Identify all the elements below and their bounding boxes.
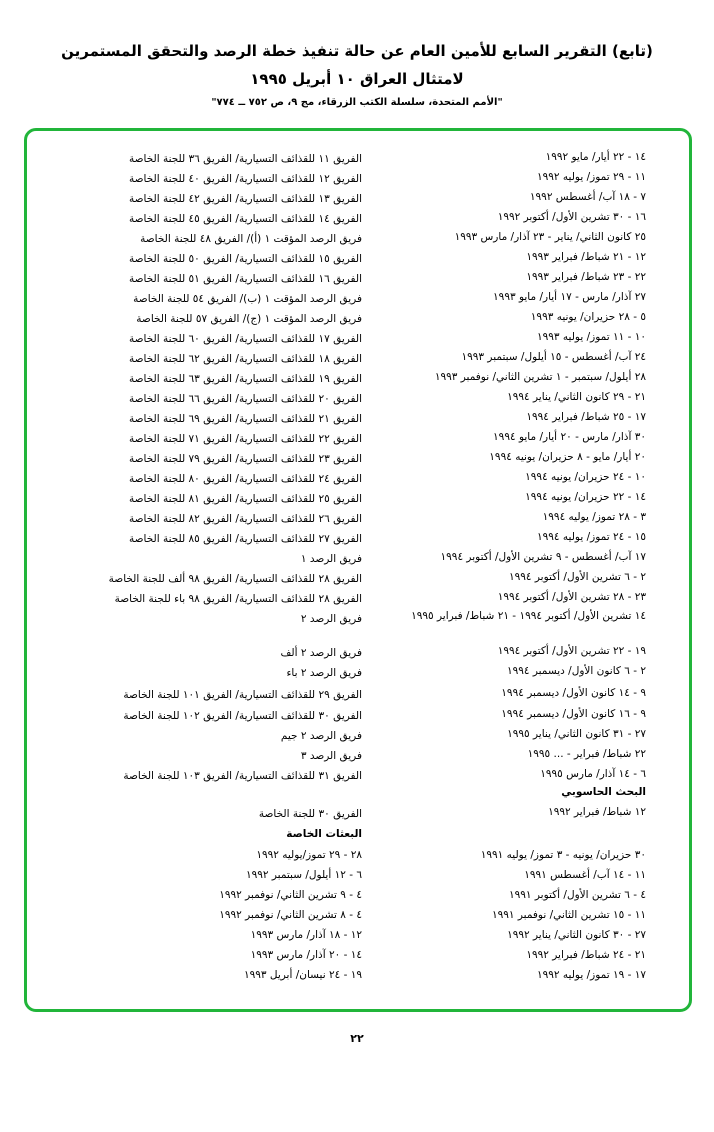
date-entry: ٣٠ آذار/ مارس - ٢٠ أيار/ مايو ١٩٩٤ [493,431,646,443]
date-entry: ٢٥ كانون الثاني/ يناير - ٢٣ آذار/ مارس ١٩٩٣ [454,231,646,243]
date-entry: ١٦ - ٣٠ تشرين الأول/ أكتوبر ١٩٩٢ [497,211,646,223]
team-entry: فريق الرصد ١ [300,553,362,565]
team-entry: الفريق ٢٩ للقذائف التسيارية/ الفريق ١٠١ للجنة الخاصة [123,689,362,701]
date-entry: ٢١ - ٢٤ شباط/ فبراير ١٩٩٢ [526,949,646,961]
team-entry: الفريق ٢٥ للقذائف التسيارية/ الفريق ٨١ للجنة الخاصة [128,493,362,505]
date-entry: ١٢ شباط/ فبراير ١٩٩٢ [548,806,646,818]
team-entry: الفريق ٣٠ للجنة الخاصة [258,808,362,820]
date-entry: ١٤ - ٢٠ آذار/ مارس ١٩٩٣ [250,949,362,961]
date-entry: ١١ - ١٥ تشرين الثاني/ نوفمبر ١٩٩١ [491,909,646,921]
team-entry: الفريق ٢١ للقذائف التسيارية/ الفريق ٦٩ للجنة الخاصة [128,413,362,425]
date-entry: ١٧ - ٢٥ شباط/ فبراير ١٩٩٤ [526,411,646,423]
date-entry: ١٠ - ٢٤ حزيران/ يونيه ١٩٩٤ [525,471,646,483]
team-entry: الفريق ٢٦ للقذائف التسيارية/ الفريق ٨٢ للجنة الخاصة [128,513,362,525]
date-entry: ٤ - ٩ تشرين الثاني/ نوفمبر ١٩٩٢ [219,889,362,901]
team-entry: الفريق ٢٨ للقذائف التسيارية/ الفريق ٩٨ ألف للجنة الخاصة [108,573,362,585]
page-title: (تابع) التقرير السابع للأمين العام عن حالة تنفيذ خطة الرصد والتحقق المستمرين [61,42,653,60]
date-entry: ١٩ - ٢٢ تشرين الأول/ أكتوبر ١٩٩٤ [497,645,646,657]
team-entry: الفريق ١٥ للقذائف التسيارية/ الفريق ٥٠ للجنة الخاصة [128,253,362,265]
page-number: ٢٢ [350,1032,364,1045]
team-entry: الفريق ١٩ للقذائف التسيارية/ الفريق ٦٣ للجنة الخاصة [128,373,362,385]
team-entry: فريق الرصد ٢ جيم [280,730,362,742]
date-entry: ١٢ - ٢١ شباط/ فبراير ١٩٩٣ [526,251,646,263]
date-entry: ٢٠ أيار/ مايو - ٨ حزيران/ يونيه ١٩٩٤ [489,451,646,463]
date-entry: ٣٠ حزيران/ يونيه - ٣ تموز/ يوليه ١٩٩١ [480,849,646,861]
date-entry: ١٤ تشرين الأول/ أكتوبر ١٩٩٤ - ٢١ شباط/ فبراير ١٩٩٥ [411,610,646,622]
date-entry: ٤ - ٨ تشرين الثاني/ نوفمبر ١٩٩٢ [219,909,362,921]
team-entry: فريق الرصد المؤقت ١ (ب)/ الفريق ٥٤ للجنة الخاصة [133,293,362,305]
date-entry: ١٧ آب/ أغسطس - ٩ تشرين الأول/ أكتوبر ١٩٩٤ [440,551,646,563]
date-entry: ٢ - ٦ تشرين الأول/ أكتوبر ١٩٩٤ [508,571,646,583]
date-entry: ١٥ - ٢٤ تموز/ يوليه ١٩٩٤ [537,531,646,543]
date-entry: ١٢ - ١٨ آذار/ مارس ١٩٩٣ [250,929,362,941]
date-entry: ١١ - ٢٩ تموز/ يوليه ١٩٩٢ [537,171,646,183]
page-subtitle: لامتثال العراق ١٠ أبريل ١٩٩٥ [250,70,464,88]
team-entry: الفريق ١٢ للقذائف التسيارية/ الفريق ٤٠ للجنة الخاصة [128,173,362,185]
team-entry: الفريق ١٧ للقذائف التسيارية/ الفريق ٦٠ للجنة الخاصة [128,333,362,345]
source-citation: "الأمم المتحدة، سلسلة الكتب الزرقاء، مج ٩، ص ٧٥٢ ــ ٧٧٤" [211,97,503,108]
date-entry: ٦ - ١٢ أيلول/ سبتمبر ١٩٩٢ [245,869,362,881]
date-entry: ٢٢ شباط/ فبراير - ... ١٩٩٥ [527,748,646,760]
date-entry: ٢٨ - ٢٩ تموز/يوليه ١٩٩٢ [256,849,362,861]
date-entry: ١٧ - ١٩ تموز/ يوليه ١٩٩٢ [537,969,646,981]
date-entry: ٦ - ١٤ آذار/ مارس ١٩٩٥ [540,768,646,780]
team-entry: الفريق ١٨ للقذائف التسيارية/ الفريق ٦٢ للجنة الخاصة [128,353,362,365]
date-entry: ٣ - ٢٨ تموز/ يوليه ١٩٩٤ [542,511,646,523]
date-entry: ٩ - ١٤ كانون الأول/ ديسمبر ١٩٩٤ [501,687,646,699]
team-entry: الفريق ٢٨ للقذائف التسيارية/ الفريق ٩٨ باء للجنة الخاصة [114,593,362,605]
date-entry: ٢١ - ٢٩ كانون الثاني/ يناير ١٩٩٤ [507,391,646,403]
team-entry: الفريق ٢٤ للقذائف التسيارية/ الفريق ٨٠ للجنة الخاصة [128,473,362,485]
team-entry: الفريق ١٦ للقذائف التسيارية/ الفريق ٥١ للجنة الخاصة [128,273,362,285]
team-entry: الفريق ٢٢ للقذائف التسيارية/ الفريق ٧١ للجنة الخاصة [128,433,362,445]
team-entry: الفريق ٣١ للقذائف التسيارية/ الفريق ١٠٣ للجنة الخاصة [123,770,362,782]
team-entry: فريق الرصد المؤقت ١ (أ)/ الفريق ٤٨ للجنة الخاصة [140,233,362,245]
date-entry: ٢٧ - ٣١ كانون الثاني/ يناير ١٩٩٥ [507,728,646,740]
date-entry: ٢٢ - ٢٣ شباط/ فبراير ١٩٩٣ [526,271,646,283]
team-entry: فريق الرصد المؤقت ١ (ج)/ الفريق ٥٧ للجنة الخاصة [136,313,362,325]
team-entry: الفريق ١١ للقذائف التسيارية/ الفريق ٣٦ للجنة الخاصة [128,153,362,165]
date-entry: ٢ - ٦ كانون الأول/ ديسمبر ١٩٩٤ [506,665,646,677]
section-heading: البعثات الخاصة [286,828,362,840]
team-entry: الفريق ٢٧ للقذائف التسيارية/ الفريق ٨٥ للجنة الخاصة [128,533,362,545]
team-entry: فريق الرصد ٢ باء [286,667,362,679]
date-entry: ١٠ - ١١ تموز/ يوليه ١٩٩٣ [537,331,646,343]
date-entry: ٢٣ - ٢٨ تشرين الأول/ أكتوبر ١٩٩٤ [497,591,646,603]
date-entry: ٢٧ آذار/ مارس - ١٧ أيار/ مايو ١٩٩٣ [493,291,646,303]
date-entry: ٧ - ١٨ آب/ أغسطس ١٩٩٢ [529,191,646,203]
team-entry: الفريق ١٤ للقذائف التسيارية/ الفريق ٤٥ للجنة الخاصة [128,213,362,225]
date-entry: ٤ - ٦ تشرين الأول/ أكتوبر ١٩٩١ [508,889,646,901]
date-entry: ١١ - ١٤ آب/ أغسطس ١٩٩١ [524,869,646,881]
team-entry: الفريق ١٣ للقذائف التسيارية/ الفريق ٤٢ للجنة الخاصة [128,193,362,205]
section-heading: البحث الحاسوبي [561,786,646,798]
team-entry: الفريق ٣٠ للقذائف التسيارية/ الفريق ١٠٢ للجنة الخاصة [123,710,362,722]
date-entry: ٩ - ١٦ كانون الأول/ ديسمبر ١٩٩٤ [501,708,646,720]
date-entry: ٢٨ أيلول/ سبتمبر - ١ تشرين الثاني/ نوفمبر ١٩٩٣ [434,371,646,383]
date-entry: ١٩ - ٢٤ نيسان/ أبريل ١٩٩٣ [243,969,362,981]
team-entry: فريق الرصد ٢ [300,613,362,625]
team-entry: فريق الرصد ٢ ألف [280,647,362,659]
team-entry: الفريق ٢٠ للقذائف التسيارية/ الفريق ٦٦ للجنة الخاصة [128,393,362,405]
team-entry: الفريق ٢٣ للقذائف التسيارية/ الفريق ٧٩ للجنة الخاصة [128,453,362,465]
team-entry: فريق الرصد ٣ [300,750,362,762]
date-entry: ٥ - ٢٨ حزيران/ يونيه ١٩٩٣ [530,311,646,323]
date-entry: ٢٤ آب/ أغسطس - ١٥ أيلول/ سبتمبر ١٩٩٣ [461,351,646,363]
date-entry: ٢٧ - ٣٠ كانون الثاني/ يناير ١٩٩٢ [507,929,646,941]
date-entry: ١٤ - ٢٢ حزيران/ يونيه ١٩٩٤ [525,491,646,503]
date-entry: ١٤ - ٢٢ أيار/ مايو ١٩٩٢ [545,151,646,163]
